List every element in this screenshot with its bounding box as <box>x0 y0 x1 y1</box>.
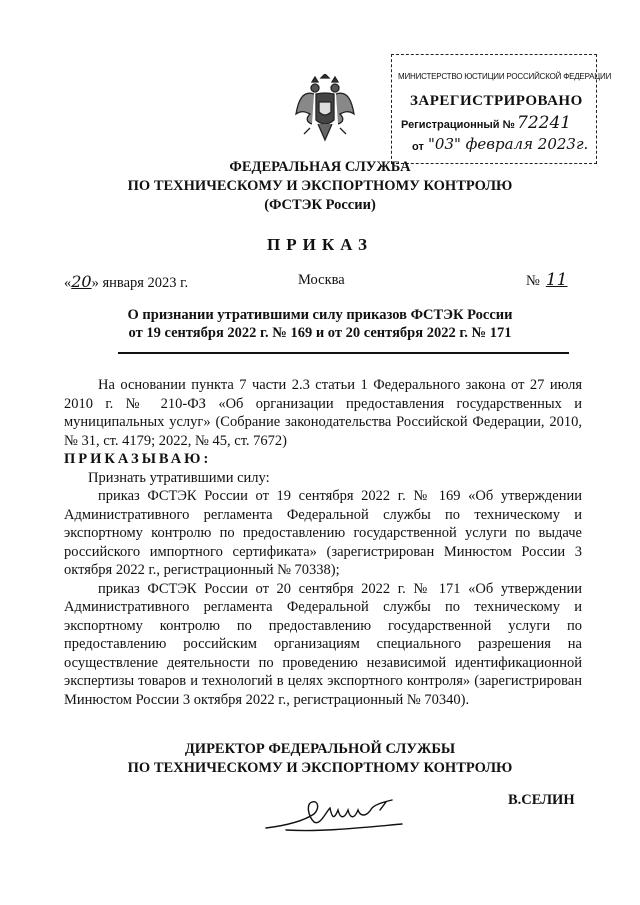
signer-name: В.СЕЛИН <box>508 792 575 808</box>
number-value: 11 <box>545 270 568 290</box>
registration-stamp <box>391 54 612 164</box>
org-line-2: ПО ТЕХНИЧЕСКОМУ И ЭКСПОРТНОМУ КОНТРОЛЮ <box>127 178 513 194</box>
order-body <box>64 376 582 709</box>
item-171: приказ ФСТЭК России от 20 сентября 2022 г. № 171 «Об утверждении Административного регламента Федеральной службы по техническому и экспортному контролю по предоставлению государственной услуги по предоставлению российским организациям специального разрешения на осуществление деятельности по проведению независимой идентификационной экспертизы товаров и технологий в целях экспортного контроля» (зарегистрирован Минюстом России 3 октября 2022 г., регистрационный № 70340). <box>64 580 582 708</box>
stamp-reg-number: 72241 <box>517 113 572 133</box>
order-number <box>526 270 567 290</box>
item-169: приказ ФСТЭК России от 19 сентября 2022 г. № 169 «Об утверждении Административного регламента Федеральной службы по техническому и экспортному контролю по предоставлению государственной услуги по выдаче российского импортного сертификата» (зарегистрирован Минюстом России 3 октября 2022 г., регистрационный № 70338); <box>64 488 582 578</box>
handwritten-signature <box>262 792 412 838</box>
stamp-status: ЗАРЕГИСТРИРОВАНО <box>410 93 583 109</box>
title-divider <box>118 352 569 354</box>
org-line-1: ФЕДЕРАЛЬНАЯ СЛУЖБА <box>229 159 411 175</box>
stamp-date-value: "03" февраля 2023г. <box>428 135 589 153</box>
document-type: ПРИКАЗ <box>267 235 373 254</box>
position-line-1: ДИРЕКТОР ФЕДЕРАЛЬНОЙ СЛУЖБЫ <box>184 741 456 757</box>
date-rest: » января 2023 г. <box>91 275 189 291</box>
stamp-reg-label: Регистрационный № <box>401 119 515 131</box>
date-open-quote: « <box>64 275 72 291</box>
recognize-line: Признать утратившими силу: <box>88 469 270 486</box>
coat-of-arms-icon <box>294 74 356 144</box>
number-label: № <box>526 273 540 289</box>
title-line-2: от 19 сентября 2022 г. № 169 и от 20 сентября 2022 г. № 171 <box>128 325 512 341</box>
signer-position <box>0 740 640 778</box>
order-date <box>64 272 188 292</box>
stamp-ministry: МИНИСТЕРСТВО ЮСТИЦИИ РОССИЙСКОЙ ФЕДЕРАЦИИ <box>398 72 612 81</box>
date-day: 20 <box>71 272 92 291</box>
organization-header <box>0 158 640 215</box>
stamp-date-prefix: от <box>412 141 424 153</box>
order-title <box>0 306 640 342</box>
order-city: Москва <box>298 272 345 288</box>
basis-paragraph: На основании пункта 7 части 2.3 статьи 1 Федерального закона от 27 июля 2010 г. № 210-ФЗ «Об организации предоставления государственных и муниципальных услуг» (Собрание законодательства Российской Федерации, 2010, № 31, ст. 4179; 2022, № 45, ст. 7672) <box>64 377 582 449</box>
title-line-1: О признании утратившими силу приказов ФСТЭК России <box>127 307 513 323</box>
position-line-2: ПО ТЕХНИЧЕСКОМУ И ЭКСПОРТНОМУ КОНТРОЛЮ <box>127 760 513 776</box>
org-line-3: (ФСТЭК России) <box>264 197 376 213</box>
order-word: ПРИКАЗЫВАЮ: <box>64 451 212 467</box>
